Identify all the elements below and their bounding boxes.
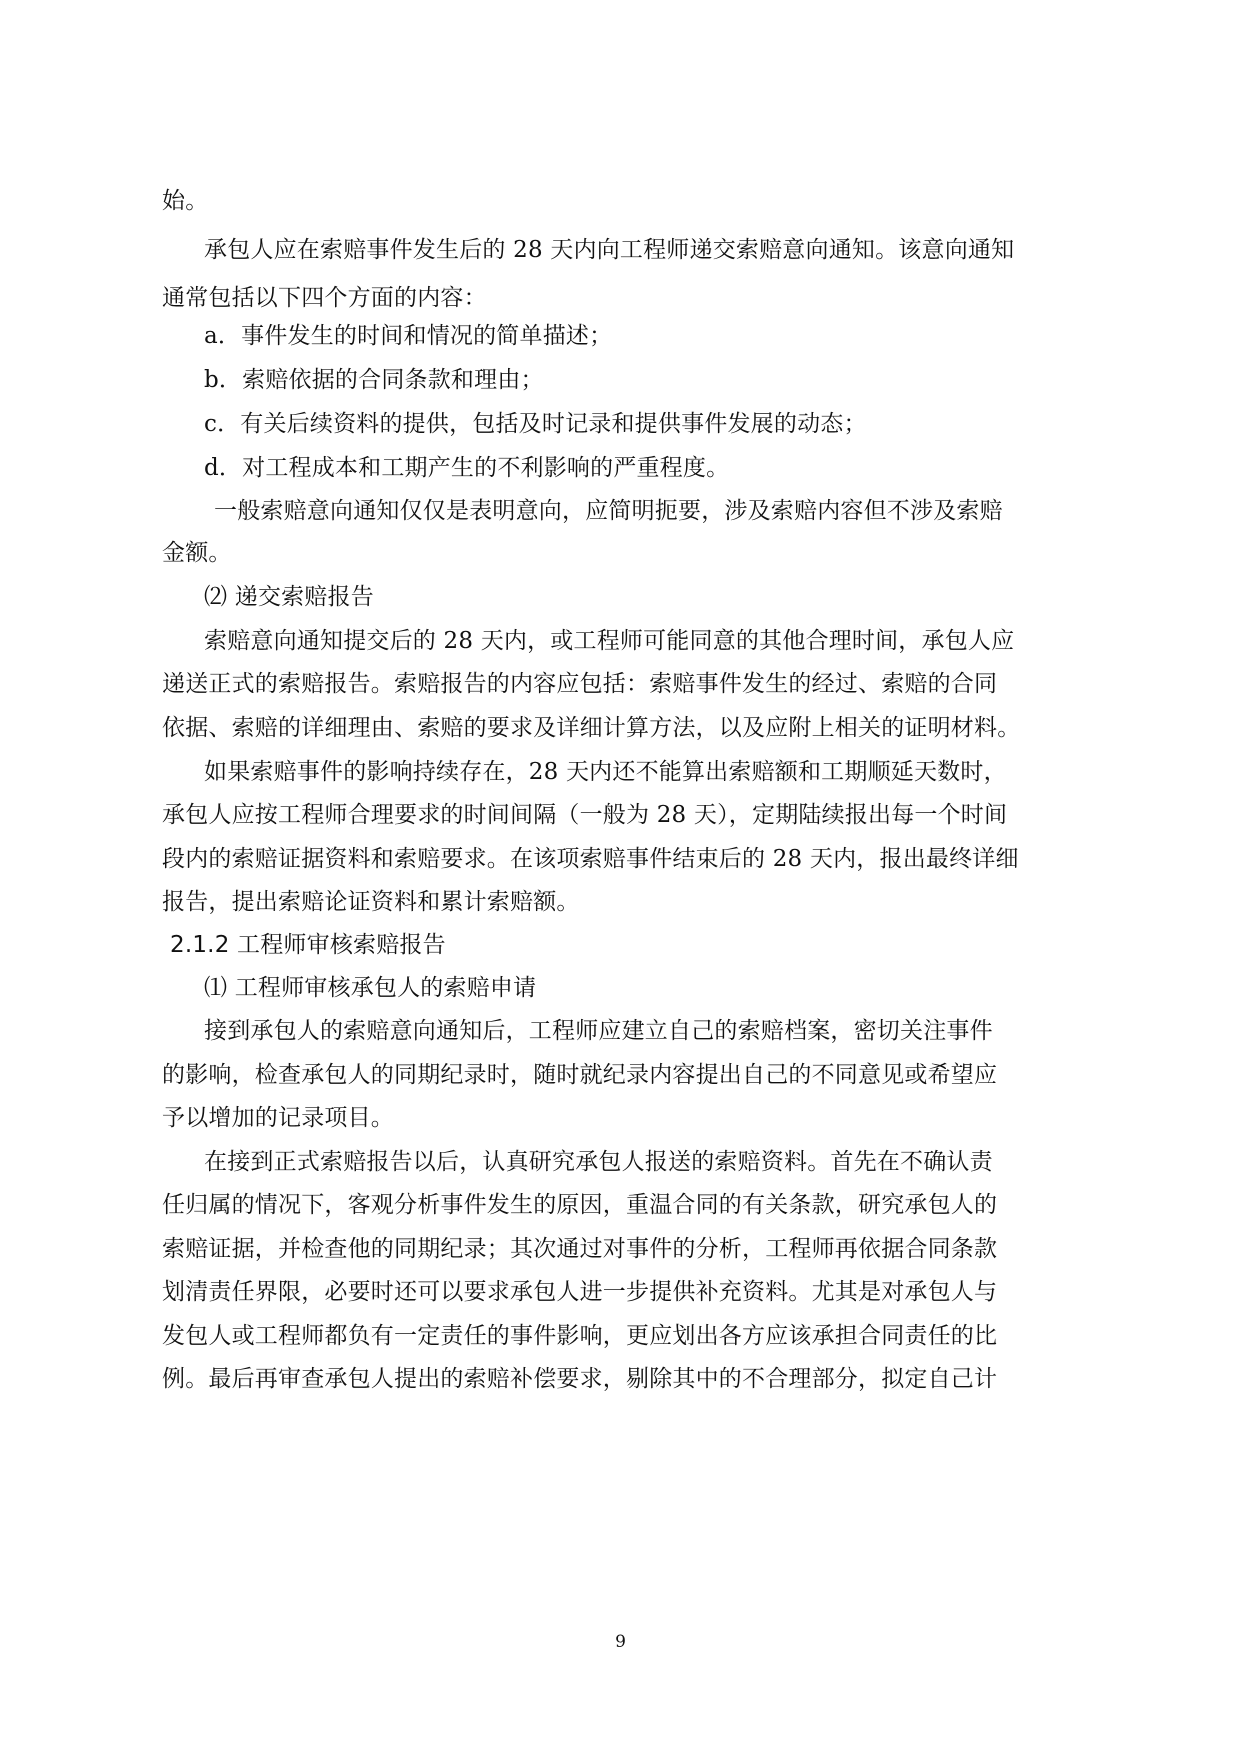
- text-line: 索赔意向通知提交后的 28 天内，或工程师可能同意的其他合理时间，承包人应: [204, 628, 1015, 654]
- text-line: 的影响，检查承包人的同期纪录时，随时就纪录内容提出自己的不同意见或希望应: [162, 1062, 998, 1088]
- text-line: 承包人应在索赔事件发生后的 28 天内向工程师递交索赔意向通知。该意向通知: [204, 237, 1015, 263]
- subsection-heading: ⑵ 递交索赔报告: [204, 584, 374, 610]
- text-line: 划清责任界限，必要时还可以要求承包人进一步提供补充资料。尤其是对承包人与: [162, 1279, 998, 1305]
- text-line: 始。: [162, 188, 209, 214]
- text-line: 在接到正式索赔报告以后，认真研究承包人报送的索赔资料。首先在不确认责: [204, 1149, 993, 1175]
- text-line: 依据、索赔的详细理由、索赔的要求及详细计算方法，以及应附上相关的证明材料。: [162, 715, 1021, 741]
- list-item: c．有关后续资料的提供，包括及时记录和提供事件发展的动态；: [204, 411, 867, 437]
- text-line: 一般索赔意向通知仅仅是表明意向，应简明扼要，涉及索赔内容但不涉及索赔: [214, 498, 1003, 524]
- text-line: 如果索赔事件的影响持续存在，28 天内还不能算出索赔额和工期顺延天数时，: [204, 759, 1007, 785]
- text-line: 索赔证据，并检查他的同期纪录；其次通过对事件的分析，工程师再依据合同条款: [162, 1236, 998, 1262]
- list-item: b．索赔依据的合同条款和理由；: [204, 367, 544, 393]
- text-line: 报告，提出索赔论证资料和累计索赔额。: [162, 889, 580, 915]
- list-item: d．对工程成本和工期产生的不利影响的严重程度。: [204, 455, 730, 481]
- text-line: 发包人或工程师都负有一定责任的事件影响，更应划出各方应该承担合同责任的比: [162, 1323, 998, 1349]
- text-line: 段内的索赔证据资料和索赔要求。在该项索赔事件结束后的 28 天内，报出最终详细: [162, 846, 1019, 872]
- text-line: 通常包括以下四个方面的内容：: [162, 285, 487, 311]
- text-line: 金额。: [162, 540, 232, 566]
- list-item: a．事件发生的时间和情况的简单描述；: [204, 323, 613, 349]
- section-heading: 2.1.2 工程师审核索赔报告: [170, 932, 446, 958]
- text-line: 接到承包人的索赔意向通知后，工程师应建立自己的索赔档案，密切关注事件: [204, 1018, 993, 1044]
- text-line: 任归属的情况下，客观分析事件发生的原因，重温合同的有关条款，研究承包人的: [162, 1192, 998, 1218]
- text-line: 承包人应按工程师合理要求的时间间隔（一般为 28 天），定期陆续报出每一个时间: [162, 802, 1008, 828]
- text-line: 例。最后再审查承包人提出的索赔补偿要求，剔除其中的不合理部分，拟定自己计: [162, 1366, 998, 1392]
- subsection-heading: ⑴ 工程师审核承包人的索赔申请: [204, 975, 537, 1001]
- text-line: 递送正式的索赔报告。索赔报告的内容应包括：索赔事件发生的经过、索赔的合同: [162, 671, 998, 697]
- page-number: 9: [615, 1632, 626, 1652]
- text-line: 予以增加的记录项目。: [162, 1105, 394, 1131]
